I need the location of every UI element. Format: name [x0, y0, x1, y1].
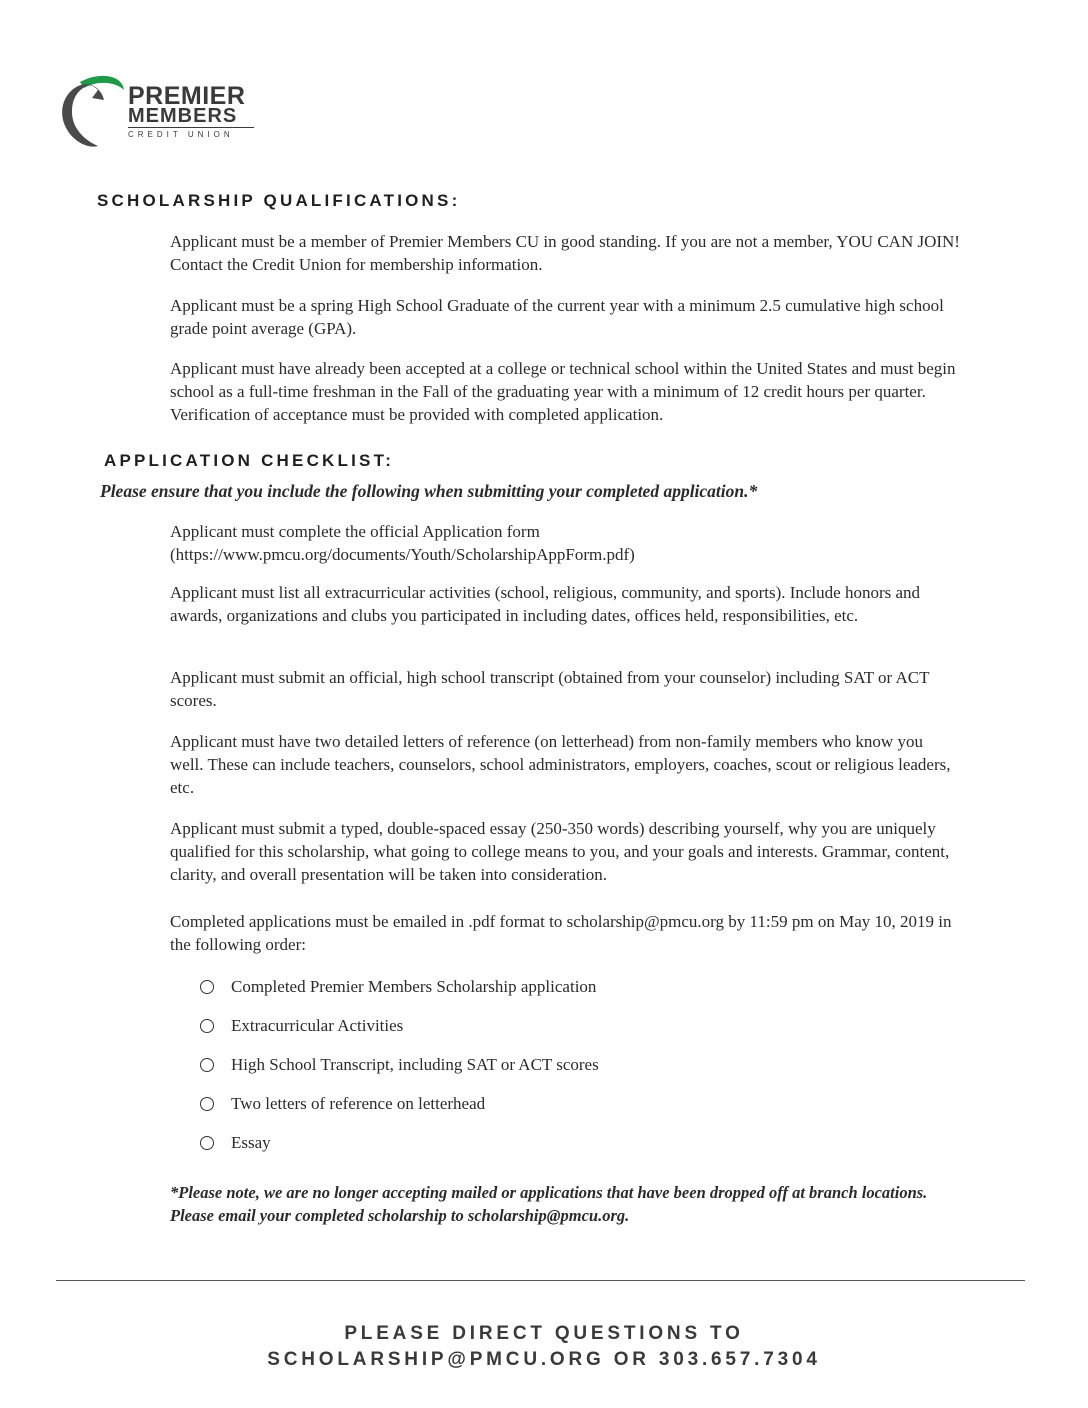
order-item-essay[interactable] — [200, 1131, 271, 1155]
checklist-submission: Completed applications must be emailed in .pdf format to scholarship@pmcu.org by 11:59 pm on May 10, 2019 in the following order: — [170, 912, 952, 954]
radio-circle-icon[interactable] — [200, 1058, 214, 1072]
logo-text-members: MEMBERS — [128, 105, 238, 127]
qualifications-heading: SCHOLARSHIP QUALIFICATIONS: — [97, 191, 461, 210]
logo-text-premier: PREMIER — [128, 82, 246, 110]
logo-text-credit-union: CREDIT UNION — [128, 130, 234, 139]
qualification-gpa: Applicant must be a spring High School Graduate of the current year with a minimum 2.5 cumulative high school grade point average (GPA). — [170, 296, 944, 338]
order-item-label: Essay — [231, 1133, 271, 1152]
checklist-essay: Applicant must submit a typed, double-spaced essay (250-350 words) describing yourself, why you are uniquely qualified for this scholarship, what going to college means to you, and your goals and interests. Grammar, content, clarity, and overall presentation will be taken into consideration. — [170, 819, 950, 884]
footer-line-1: PLEASE DIRECT QUESTIONS TO — [344, 1323, 744, 1344]
checklist-references: Applicant must have two detailed letters of reference (on letterhead) from non-family members who know you well. These can include teachers, counselors, school administrators, employers, coaches, scout or religious leaders, etc. — [170, 732, 951, 797]
order-item-transcript[interactable] — [200, 1053, 599, 1077]
order-item-label: Extracurricular Activities — [231, 1016, 404, 1035]
checklist-application-form: Applicant must complete the official Application form (https://www.pmcu.org/documents/Youth/ScholarshipAppForm.pdf) — [170, 522, 635, 564]
checklist-transcript: Applicant must submit an official, high school transcript (obtained from your counselor) including SAT or ACT scores. — [170, 668, 930, 710]
order-item-label: Two letters of reference on letterhead — [231, 1094, 486, 1113]
logo-rule — [128, 127, 254, 128]
logo-swoosh-icon — [58, 72, 126, 152]
checklist-extracurricular: Applicant must list all extracurricular activities (school, religious, community, and sports). Include honors and awards, organizations and clubs you participated in including dates, offices held, responsibilities, etc. — [170, 583, 921, 625]
radio-circle-icon[interactable] — [200, 1019, 214, 1033]
footer-divider — [56, 1280, 1025, 1281]
qualification-membership: Applicant must be a member of Premier Members CU in good standing. If you are not a member, YOU CAN JOIN! Contact the Credit Union for membership information. — [170, 232, 960, 274]
qualification-acceptance: Applicant must have already been accepted at a college or technical school within the United States and must begin school as a full-time freshman in the Fall of the graduating year with a minimum of 12 credit hours per quarter. Verification of acceptance must be provided with completed application. — [170, 359, 956, 424]
order-item-label: High School Transcript, including SAT or ACT scores — [231, 1055, 599, 1074]
order-item-extracurricular[interactable] — [200, 1014, 403, 1038]
footer-contact: SCHOLARSHIP@PMCU.ORG OR 303.657.7304 — [267, 1349, 821, 1370]
radio-circle-icon[interactable] — [200, 1097, 214, 1111]
radio-circle-icon[interactable] — [200, 1136, 214, 1150]
order-item-application[interactable] — [200, 975, 596, 999]
order-item-references[interactable] — [200, 1092, 485, 1116]
checklist-heading: APPLICATION CHECKLIST: — [104, 451, 395, 470]
premier-members-logo — [58, 72, 268, 152]
checklist-lead: Please ensure that you include the following when submitting your completed application.* — [100, 481, 758, 501]
order-item-label: Completed Premier Members Scholarship application — [231, 977, 597, 996]
radio-circle-icon[interactable] — [200, 980, 214, 994]
submission-note: *Please note, we are no longer accepting mailed or applications that have been dropped off at branch locations. Please email your completed scholarship to scholarship@pmcu.org. — [170, 1183, 928, 1225]
